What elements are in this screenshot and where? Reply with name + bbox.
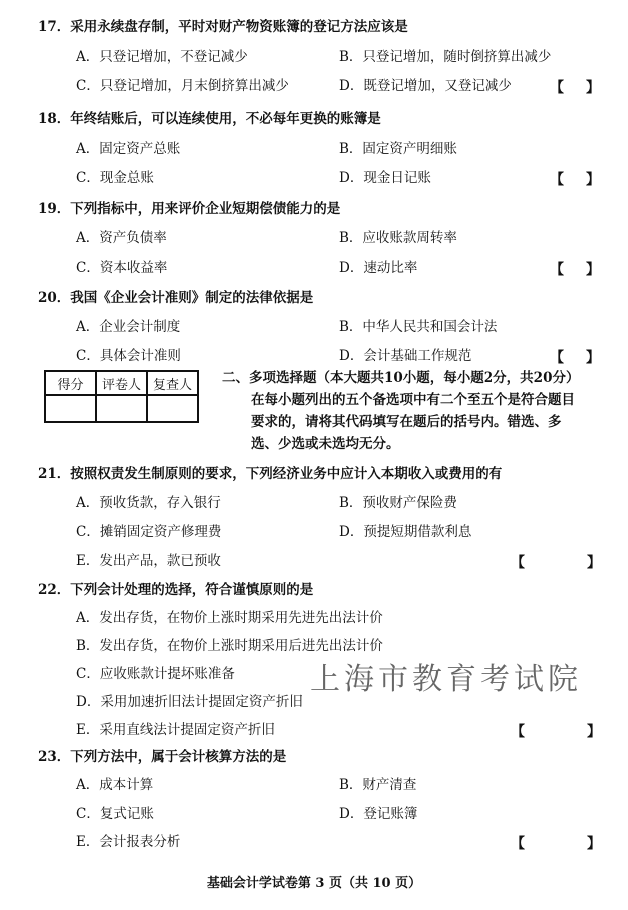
q23-option-d: D．登记账簿 (339, 806, 418, 822)
question-21-stem: 21．按照权责发生制原则的要求，下列经济业务中应计入本期收入或费用的有 (38, 466, 503, 482)
bracket-close: 】 (586, 172, 600, 188)
reviewer-cell[interactable] (147, 395, 198, 422)
q18-option-c: C．现金总账 (76, 170, 154, 186)
question-18-stem: 18．年终结账后，可以连续使用，不必每年更换的账簿是 (38, 111, 381, 127)
q19-answer-bracket (550, 259, 600, 277)
section-2-instruction-1: 在每小题列出的五个备选项中有二个至五个是符合题目 (251, 392, 575, 408)
section-2-instruction-3: 选、少选或未选均无分。 (251, 436, 400, 452)
q21-option-a: A．预收货款，存入银行 (76, 495, 221, 511)
bracket-open: 【 (550, 80, 564, 96)
reviewer-header: 复查人 (147, 371, 198, 395)
question-17-stem: 17．采用永续盘存制，平时对财产物资账簿的登记方法应该是 (38, 19, 408, 35)
q17-option-b: B．只登记增加，随时倒挤算出减少 (339, 49, 552, 65)
grader-header: 评卷人 (96, 371, 147, 395)
q17-option-d: D．既登记增加，又登记减少 (339, 78, 512, 94)
section-2-instruction-2: 要求的，请将其代码填写在题后的括号内。错选、多 (251, 414, 562, 430)
q20-option-c: C．具体会计准则 (76, 348, 181, 364)
bracket-close: 】 (587, 555, 601, 571)
bracket-close: 】 (586, 80, 600, 96)
grader-cell[interactable] (96, 395, 147, 422)
bracket-close: 】 (587, 836, 601, 852)
q19-option-a: A．资产负债率 (76, 230, 167, 246)
q22-option-e: E．采用直线法计提固定资产折旧 (76, 722, 275, 738)
score-cell[interactable] (45, 395, 96, 422)
q18-answer-bracket (550, 169, 600, 187)
bracket-open: 【 (550, 350, 564, 366)
q22-option-a: A．发出存货，在物价上涨时期采用先进先出法计价 (76, 610, 383, 626)
q18-option-d: D．现金日记账 (339, 170, 431, 186)
bracket-close: 】 (587, 724, 601, 740)
q19-option-d: D．速动比率 (339, 260, 418, 276)
score-header: 得分 (45, 371, 96, 395)
q22-option-b: B．发出存货，在物价上涨时期采用后进先出法计价 (76, 638, 383, 654)
q18-option-b: B．固定资产明细账 (339, 141, 457, 157)
question-23-stem: 23．下列方法中，属于会计核算方法的是 (38, 749, 287, 765)
bracket-open: 【 (550, 262, 564, 278)
q19-option-b: B．应收账款周转率 (339, 230, 457, 246)
q22-option-d: D．采用加速折旧法计提固定资产折旧 (76, 694, 303, 710)
watermark: 上海市教育考试院 (310, 662, 582, 697)
q23-option-e: E．会计报表分析 (76, 834, 181, 850)
q23-answer-bracket (511, 833, 601, 851)
q18-option-a: A．固定资产总账 (76, 141, 181, 157)
q21-option-e: E．发出产品，款已预收 (76, 553, 221, 569)
q20-option-b: B．中华人民共和国会计法 (339, 319, 498, 335)
q17-option-c: C．只登记增加，月末倒挤算出减少 (76, 78, 289, 94)
q23-option-b: B．财产清查 (339, 777, 417, 793)
q20-option-d: D．会计基础工作规范 (339, 348, 472, 364)
q20-option-a: A．企业会计制度 (76, 319, 181, 335)
bracket-close: 】 (586, 262, 600, 278)
score-table (44, 370, 199, 423)
q17-option-a: A．只登记增加，不登记减少 (76, 49, 248, 65)
bracket-open: 【 (511, 836, 525, 852)
bracket-close: 】 (586, 350, 600, 366)
q21-option-c: C．摊销固定资产修理费 (76, 524, 222, 540)
bracket-open: 【 (550, 172, 564, 188)
bracket-open: 【 (511, 555, 525, 571)
q22-answer-bracket (511, 721, 601, 739)
q22-option-c: C．应收账款计提坏账准备 (76, 666, 235, 682)
q23-option-a: A．成本计算 (76, 777, 154, 793)
q21-option-d: D．预提短期借款利息 (339, 524, 472, 540)
section-2-title: 二、多项选择题（本大题共10小题，每小题2分，共20分） (222, 370, 580, 386)
q21-answer-bracket (511, 552, 601, 570)
page-footer: 基础会计学试卷第 3 页（共 10 页） (206, 876, 422, 891)
q19-option-c: C．资本收益率 (76, 260, 168, 276)
q21-option-b: B．预收财产保险费 (339, 495, 457, 511)
question-22-stem: 22．下列会计处理的选择，符合谨慎原则的是 (38, 582, 314, 598)
q23-option-c: C．复式记账 (76, 806, 154, 822)
question-20-stem: 20．我国《企业会计准则》制定的法律依据是 (38, 290, 314, 306)
bracket-open: 【 (511, 724, 525, 740)
question-19-stem: 19．下列指标中，用来评价企业短期偿债能力的是 (38, 201, 341, 217)
q17-answer-bracket (550, 77, 600, 95)
q20-answer-bracket (550, 347, 600, 365)
